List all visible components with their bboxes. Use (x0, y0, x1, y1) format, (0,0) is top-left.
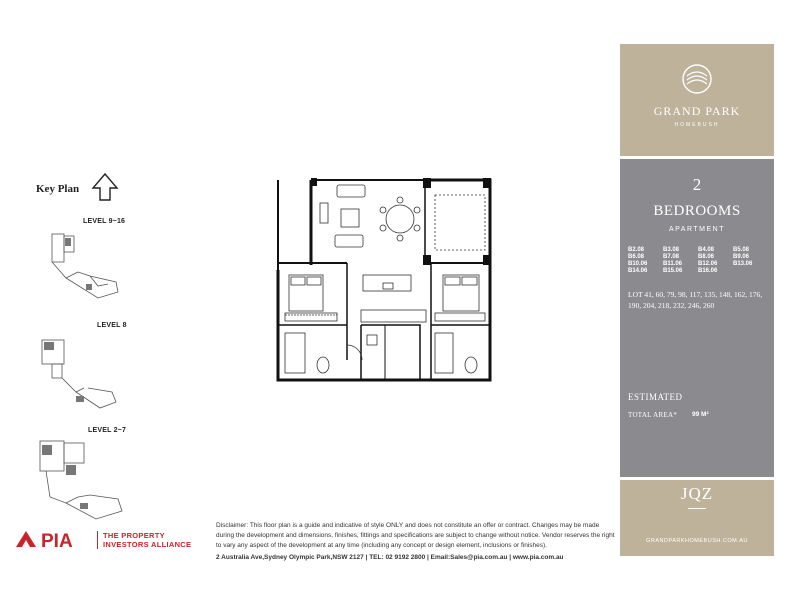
apartment-type: APARTMENT (668, 226, 726, 233)
unit-number: B14.06 (628, 268, 648, 274)
unit-number: B2.08 (628, 247, 645, 253)
unit-number: B11.06 (663, 261, 683, 267)
level-label-8: LEVEL 8 (97, 322, 127, 329)
total-area-label: TOTAL AREA* (628, 411, 678, 419)
unit-number: B12.06 (698, 261, 718, 267)
key-plan-thumb-level-2-7 (36, 437, 126, 523)
jqz-logo: JQZ (680, 484, 714, 503)
unit-number: B10.06 (628, 261, 648, 267)
pia-tagline-line-1: THE PROPERTY (103, 531, 165, 540)
estimated-label: ESTIMATED (628, 392, 683, 402)
website-link[interactable]: GRANDPARKHOMEBUSH.COM.AU (646, 538, 748, 544)
floor-plan-drawing (275, 175, 495, 385)
unit-number: B3.08 (663, 247, 680, 253)
disclaimer-text: Disclaimer: This floor plan is a guide and indicative of style ONLY and does not constitute an offer or contract. Changes may be made during the development and dimensions, finishes, fittings and specifications are subject to change without notice. Vendor reserves the right to vary any aspect of the development at any time (including any concept or design element, inclusions or finishes). (216, 522, 615, 549)
brand-header-panel (620, 44, 774, 156)
apartment-info-panel (620, 159, 774, 477)
unit-number: B15.06 (663, 268, 683, 274)
key-plan-thumb-level-8 (36, 334, 121, 414)
unit-number: B8.06 (698, 254, 715, 260)
north-arrow-icon (90, 172, 120, 202)
bedrooms-label: BEDROOMS (653, 203, 741, 219)
level-label-2-7: LEVEL 2~7 (88, 427, 127, 434)
unit-number: B4.08 (698, 247, 715, 253)
pia-tagline-line-2: INVESTORS ALLIANCE (103, 540, 192, 549)
developer-footer-panel (620, 480, 774, 556)
unit-number: B16.06 (698, 268, 718, 274)
brand-suburb: HOMEBUSH (674, 122, 720, 128)
unit-number: B13.06 (733, 261, 753, 267)
lot-numbers: LOT 41, 60, 79, 98, 117, 135, 148, 162, 176, 190, 204, 218, 232, 246, 260 (628, 290, 763, 310)
bedroom-count: 2 (692, 175, 702, 194)
pia-logo-icon (14, 527, 94, 551)
level-label-9-16: LEVEL 9~16 (83, 218, 126, 225)
brand-name: GRAND PARK (653, 104, 741, 118)
pia-wordmark: PIA (41, 531, 73, 551)
grand-park-logo-icon (680, 62, 714, 96)
unit-number: B6.08 (628, 254, 645, 260)
unit-number: B5.08 (733, 247, 750, 253)
pia-tagline (97, 531, 191, 549)
total-area-value: 99 M² (692, 411, 709, 418)
contact-info: 2 Australia Ave,Sydney Olympic Park,NSW 2127 | TEL: 02 9192 2800 | Email:Sales@pia.com.au | www.pia.com.au (216, 554, 564, 561)
divider (688, 508, 706, 509)
key-plan-title: Key Plan (36, 183, 80, 195)
unit-number: B9.06 (733, 254, 750, 260)
key-plan-thumb-level-9-16 (38, 228, 123, 306)
unit-number-list (628, 247, 768, 274)
unit-number: B7.08 (663, 254, 680, 260)
